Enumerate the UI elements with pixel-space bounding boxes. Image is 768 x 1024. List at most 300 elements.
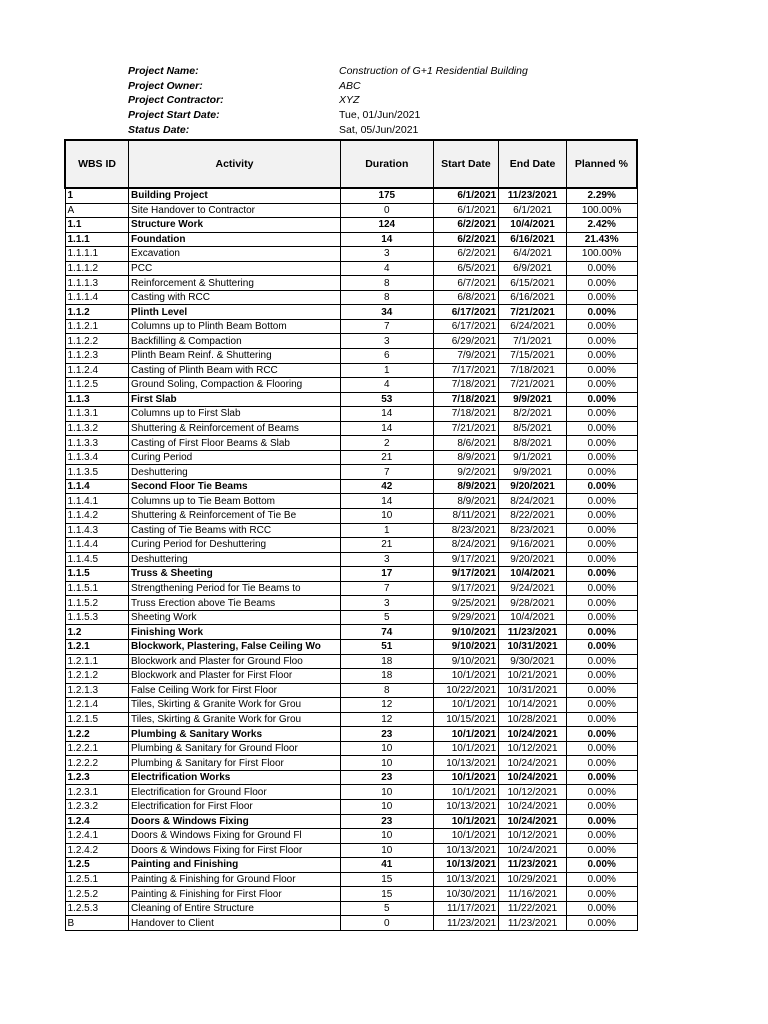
start-date-cell: 8/24/2021 — [433, 538, 499, 553]
duration-cell: 4 — [340, 378, 433, 393]
wbs-id-cell: 1.2.5.1 — [65, 872, 129, 887]
activity-cell: Blockwork and Plaster for First Floor — [129, 669, 341, 684]
start-date-cell: 8/23/2021 — [433, 523, 499, 538]
planned-pct-cell: 0.00% — [566, 727, 637, 742]
planned-pct-cell: 0.00% — [566, 785, 637, 800]
planned-pct-cell: 0.00% — [566, 741, 637, 756]
planned-pct-cell: 0.00% — [566, 479, 637, 494]
table-row — [65, 349, 637, 364]
start-date-cell: 9/17/2021 — [433, 567, 499, 582]
table-row — [65, 407, 637, 422]
wbs-id-cell: 1.1.2.1 — [65, 319, 129, 334]
table-row — [65, 334, 637, 349]
wbs-id-cell: 1.2.4.1 — [65, 829, 129, 844]
start-date-cell: 6/1/2021 — [433, 203, 499, 218]
activity-cell: Casting of First Floor Beams & Slab — [129, 436, 341, 451]
planned-pct-cell: 0.00% — [566, 872, 637, 887]
wbs-id-cell: A — [65, 203, 129, 218]
wbs-id-cell: 1.2 — [65, 625, 129, 640]
start-date-cell: 10/13/2021 — [433, 858, 499, 873]
duration-cell: 7 — [340, 581, 433, 596]
activity-cell: Structure Work — [129, 218, 341, 233]
wbs-id-cell: 1.2.3 — [65, 770, 129, 785]
end-date-cell: 11/16/2021 — [499, 887, 567, 902]
col-header-duration: Duration — [340, 140, 433, 188]
end-date-cell: 6/15/2021 — [499, 276, 567, 291]
wbs-id-cell: 1.1.5 — [65, 567, 129, 582]
end-date-cell: 6/16/2021 — [499, 290, 567, 305]
end-date-cell: 8/8/2021 — [499, 436, 567, 451]
activity-cell: First Slab — [129, 392, 341, 407]
project-contractor-label: Project Contractor: — [128, 94, 224, 107]
col-header-activity: Activity — [129, 140, 341, 188]
start-date-cell: 6/2/2021 — [433, 218, 499, 233]
project-start-date-row — [128, 108, 628, 123]
wbs-id-cell: 1.2.3.1 — [65, 785, 129, 800]
activity-cell: Columns up to Tie Beam Bottom — [129, 494, 341, 509]
end-date-cell: 9/9/2021 — [499, 392, 567, 407]
end-date-cell: 7/15/2021 — [499, 349, 567, 364]
project-name-row — [128, 64, 628, 79]
end-date-cell: 8/23/2021 — [499, 523, 567, 538]
wbs-id-cell: 1.1.4 — [65, 479, 129, 494]
start-date-cell: 9/29/2021 — [433, 610, 499, 625]
planned-pct-cell: 0.00% — [566, 858, 637, 873]
wbs-id-cell: 1.1.1.1 — [65, 247, 129, 262]
end-date-cell: 11/22/2021 — [499, 901, 567, 916]
end-date-cell: 10/24/2021 — [499, 727, 567, 742]
planned-pct-cell: 0.00% — [566, 305, 637, 320]
activity-cell: Sheeting Work — [129, 610, 341, 625]
planned-pct-cell: 0.00% — [566, 509, 637, 524]
start-date-cell: 7/9/2021 — [433, 349, 499, 364]
end-date-cell: 6/16/2021 — [499, 232, 567, 247]
planned-pct-cell: 0.00% — [566, 596, 637, 611]
start-date-cell: 6/1/2021 — [433, 188, 499, 203]
project-start-date-value: Tue, 01/Jun/2021 — [339, 109, 421, 122]
duration-cell: 10 — [340, 799, 433, 814]
end-date-cell: 10/31/2021 — [499, 639, 567, 654]
duration-cell: 10 — [340, 509, 433, 524]
wbs-id-cell: 1.1.3.2 — [65, 421, 129, 436]
start-date-cell: 10/1/2021 — [433, 727, 499, 742]
planned-pct-cell: 0.00% — [566, 887, 637, 902]
table-row — [65, 799, 637, 814]
duration-cell: 23 — [340, 770, 433, 785]
start-date-cell: 10/13/2021 — [433, 799, 499, 814]
wbs-id-cell: 1.2.1 — [65, 639, 129, 654]
duration-cell: 51 — [340, 639, 433, 654]
start-date-cell: 10/1/2021 — [433, 770, 499, 785]
activity-cell: Second Floor Tie Beams — [129, 479, 341, 494]
activity-cell: Curing Period — [129, 450, 341, 465]
wbs-id-cell: 1.1.4.3 — [65, 523, 129, 538]
duration-cell: 6 — [340, 349, 433, 364]
table-row — [65, 247, 637, 262]
table-row — [65, 232, 637, 247]
wbs-id-cell: 1.1.3.3 — [65, 436, 129, 451]
wbs-id-cell: 1.1.4.4 — [65, 538, 129, 553]
wbs-id-cell: 1.1.5.2 — [65, 596, 129, 611]
end-date-cell: 10/28/2021 — [499, 712, 567, 727]
end-date-cell: 8/24/2021 — [499, 494, 567, 509]
activity-cell: Cleaning of Entire Structure — [129, 901, 341, 916]
planned-pct-cell: 0.00% — [566, 683, 637, 698]
start-date-cell: 6/29/2021 — [433, 334, 499, 349]
duration-cell: 10 — [340, 829, 433, 844]
table-row — [65, 901, 637, 916]
activity-cell: Strengthening Period for Tie Beams to — [129, 581, 341, 596]
wbs-id-cell: 1.1.1 — [65, 232, 129, 247]
duration-cell: 1 — [340, 523, 433, 538]
table-row — [65, 567, 637, 582]
duration-cell: 10 — [340, 741, 433, 756]
wbs-id-cell: 1.1.2.3 — [65, 349, 129, 364]
table-row — [65, 290, 637, 305]
start-date-cell: 7/17/2021 — [433, 363, 499, 378]
end-date-cell: 10/12/2021 — [499, 785, 567, 800]
end-date-cell: 9/1/2021 — [499, 450, 567, 465]
end-date-cell: 11/23/2021 — [499, 858, 567, 873]
activity-cell: Handover to Client — [129, 916, 341, 931]
table-row — [65, 465, 637, 480]
activity-cell: Truss & Sheeting — [129, 567, 341, 582]
start-date-cell: 10/1/2021 — [433, 698, 499, 713]
table-row — [65, 305, 637, 320]
planned-pct-cell: 0.00% — [566, 639, 637, 654]
duration-cell: 14 — [340, 407, 433, 422]
end-date-cell: 7/21/2021 — [499, 378, 567, 393]
end-date-cell: 9/24/2021 — [499, 581, 567, 596]
wbs-id-cell: 1.1.4.5 — [65, 552, 129, 567]
activity-cell: Truss Erection above Tie Beams — [129, 596, 341, 611]
activity-cell: Painting & Finishing for Ground Floor — [129, 872, 341, 887]
wbs-id-cell: B — [65, 916, 129, 931]
duration-cell: 42 — [340, 479, 433, 494]
project-owner-label: Project Owner: — [128, 79, 203, 92]
activity-cell: Painting and Finishing — [129, 858, 341, 873]
table-row — [65, 363, 637, 378]
duration-cell: 15 — [340, 872, 433, 887]
project-name-value: Construction of G+1 Residential Building — [339, 65, 528, 77]
table-row — [65, 479, 637, 494]
table-row — [65, 683, 637, 698]
duration-cell: 14 — [340, 232, 433, 247]
activity-cell: Shuttering & Reinforcement of Beams — [129, 421, 341, 436]
wbs-id-cell: 1.2.5.3 — [65, 901, 129, 916]
table-row — [65, 654, 637, 669]
start-date-cell: 6/2/2021 — [433, 247, 499, 262]
activity-cell: Site Handover to Contractor — [129, 203, 341, 218]
duration-cell: 17 — [340, 567, 433, 582]
activity-cell: PCC — [129, 261, 341, 276]
wbs-id-cell: 1.1.2.2 — [65, 334, 129, 349]
end-date-cell: 10/24/2021 — [499, 770, 567, 785]
table-row — [65, 276, 637, 291]
project-owner-row — [128, 79, 628, 94]
start-date-cell: 10/30/2021 — [433, 887, 499, 902]
table-row — [65, 392, 637, 407]
duration-cell: 15 — [340, 887, 433, 902]
wbs-id-cell: 1.2.1.4 — [65, 698, 129, 713]
table-row — [65, 698, 637, 713]
end-date-cell: 8/22/2021 — [499, 509, 567, 524]
duration-cell: 0 — [340, 203, 433, 218]
end-date-cell: 10/12/2021 — [499, 829, 567, 844]
planned-pct-cell: 0.00% — [566, 319, 637, 334]
end-date-cell: 10/14/2021 — [499, 698, 567, 713]
start-date-cell: 7/18/2021 — [433, 378, 499, 393]
table-row — [65, 625, 637, 640]
wbs-id-cell: 1.2.3.2 — [65, 799, 129, 814]
start-date-cell: 10/22/2021 — [433, 683, 499, 698]
status-date-label: Status Date: — [128, 123, 190, 136]
duration-cell: 2 — [340, 436, 433, 451]
end-date-cell: 10/4/2021 — [499, 567, 567, 582]
start-date-cell: 7/21/2021 — [433, 421, 499, 436]
table-row — [65, 261, 637, 276]
planned-pct-cell: 0.00% — [566, 829, 637, 844]
table-row — [65, 509, 637, 524]
duration-cell: 23 — [340, 727, 433, 742]
start-date-cell: 9/17/2021 — [433, 552, 499, 567]
duration-cell: 53 — [340, 392, 433, 407]
duration-cell: 175 — [340, 188, 433, 203]
activity-cell: Building Project — [129, 188, 341, 203]
duration-cell: 18 — [340, 654, 433, 669]
header-row — [65, 140, 637, 188]
col-header-planned-pct: Planned % — [566, 140, 637, 188]
planned-pct-cell: 0.00% — [566, 814, 637, 829]
wbs-id-cell: 1.2.2 — [65, 727, 129, 742]
activity-cell: Blockwork and Plaster for Ground Floo — [129, 654, 341, 669]
planned-pct-cell: 0.00% — [566, 363, 637, 378]
wbs-id-cell: 1.1.5.1 — [65, 581, 129, 596]
planned-pct-cell: 0.00% — [566, 334, 637, 349]
duration-cell: 74 — [340, 625, 433, 640]
duration-cell: 3 — [340, 247, 433, 262]
planned-pct-cell: 0.00% — [566, 349, 637, 364]
start-date-cell: 6/7/2021 — [433, 276, 499, 291]
schedule-table — [64, 139, 638, 931]
table-row — [65, 727, 637, 742]
start-date-cell: 9/10/2021 — [433, 639, 499, 654]
end-date-cell: 9/20/2021 — [499, 552, 567, 567]
activity-cell: Casting of Plinth Beam with RCC — [129, 363, 341, 378]
planned-pct-cell: 0.00% — [566, 378, 637, 393]
start-date-cell: 10/1/2021 — [433, 814, 499, 829]
duration-cell: 124 — [340, 218, 433, 233]
activity-cell: Reinforcement & Shuttering — [129, 276, 341, 291]
table-row — [65, 494, 637, 509]
table-row — [65, 538, 637, 553]
end-date-cell: 10/24/2021 — [499, 756, 567, 771]
activity-cell: Plumbing & Sanitary for First Floor — [129, 756, 341, 771]
table-row — [65, 581, 637, 596]
end-date-cell: 7/21/2021 — [499, 305, 567, 320]
project-owner-value: ABC — [339, 79, 361, 92]
end-date-cell: 8/2/2021 — [499, 407, 567, 422]
planned-pct-cell: 0.00% — [566, 538, 637, 553]
activity-cell: Ground Soling, Compaction & Flooring — [129, 378, 341, 393]
start-date-cell: 10/1/2021 — [433, 741, 499, 756]
wbs-id-cell: 1.1.5.3 — [65, 610, 129, 625]
table-row — [65, 378, 637, 393]
planned-pct-cell: 0.00% — [566, 407, 637, 422]
wbs-id-cell: 1.1.4.1 — [65, 494, 129, 509]
duration-cell: 3 — [340, 596, 433, 611]
duration-cell: 10 — [340, 843, 433, 858]
table-body — [65, 188, 637, 930]
table-row — [65, 203, 637, 218]
start-date-cell: 6/17/2021 — [433, 319, 499, 334]
table-row — [65, 523, 637, 538]
start-date-cell: 10/13/2021 — [433, 756, 499, 771]
planned-pct-cell: 100.00% — [566, 247, 637, 262]
table-row — [65, 610, 637, 625]
planned-pct-cell: 0.00% — [566, 799, 637, 814]
planned-pct-cell: 0.00% — [566, 712, 637, 727]
planned-pct-cell: 0.00% — [566, 261, 637, 276]
wbs-id-cell: 1.1.1.2 — [65, 261, 129, 276]
col-header-start-date: Start Date — [433, 140, 499, 188]
project-start-date-label: Project Start Date: — [128, 109, 220, 122]
duration-cell: 18 — [340, 669, 433, 684]
planned-pct-cell: 0.00% — [566, 770, 637, 785]
duration-cell: 34 — [340, 305, 433, 320]
start-date-cell: 8/11/2021 — [433, 509, 499, 524]
planned-pct-cell: 0.00% — [566, 581, 637, 596]
wbs-id-cell: 1.2.1.3 — [65, 683, 129, 698]
planned-pct-cell: 100.00% — [566, 203, 637, 218]
wbs-id-cell: 1.1.2 — [65, 305, 129, 320]
planned-pct-cell: 0.00% — [566, 698, 637, 713]
start-date-cell: 10/1/2021 — [433, 785, 499, 800]
table-row — [65, 450, 637, 465]
planned-pct-cell: 0.00% — [566, 421, 637, 436]
activity-cell: Doors & Windows Fixing for Ground Fl — [129, 829, 341, 844]
duration-cell: 4 — [340, 261, 433, 276]
wbs-id-cell: 1.1.1.3 — [65, 276, 129, 291]
planned-pct-cell: 0.00% — [566, 392, 637, 407]
start-date-cell: 8/9/2021 — [433, 450, 499, 465]
table-row — [65, 858, 637, 873]
project-name-label: Project Name: — [128, 65, 199, 77]
planned-pct-cell: 0.00% — [566, 450, 637, 465]
wbs-id-cell: 1.2.4.2 — [65, 843, 129, 858]
planned-pct-cell: 0.00% — [566, 756, 637, 771]
activity-cell: Shuttering & Reinforcement of Tie Be — [129, 509, 341, 524]
wbs-id-cell: 1.1.3 — [65, 392, 129, 407]
planned-pct-cell: 0.00% — [566, 654, 637, 669]
start-date-cell: 9/25/2021 — [433, 596, 499, 611]
duration-cell: 23 — [340, 814, 433, 829]
duration-cell: 10 — [340, 756, 433, 771]
end-date-cell: 10/24/2021 — [499, 843, 567, 858]
duration-cell: 8 — [340, 683, 433, 698]
table-row — [65, 814, 637, 829]
wbs-id-cell: 1.2.5.2 — [65, 887, 129, 902]
duration-cell: 12 — [340, 712, 433, 727]
activity-cell: Curing Period for Deshuttering — [129, 538, 341, 553]
table-row — [65, 669, 637, 684]
table-row — [65, 712, 637, 727]
duration-cell: 7 — [340, 319, 433, 334]
start-date-cell: 7/18/2021 — [433, 392, 499, 407]
duration-cell: 14 — [340, 421, 433, 436]
table-row — [65, 843, 637, 858]
planned-pct-cell: 21.43% — [566, 232, 637, 247]
start-date-cell: 11/23/2021 — [433, 916, 499, 931]
end-date-cell: 6/9/2021 — [499, 261, 567, 276]
planned-pct-cell: 0.00% — [566, 290, 637, 305]
end-date-cell: 10/4/2021 — [499, 610, 567, 625]
duration-cell: 10 — [340, 785, 433, 800]
activity-cell: Plumbing & Sanitary Works — [129, 727, 341, 742]
wbs-id-cell: 1.1.3.1 — [65, 407, 129, 422]
table-row — [65, 741, 637, 756]
start-date-cell: 10/15/2021 — [433, 712, 499, 727]
activity-cell: Doors & Windows Fixing — [129, 814, 341, 829]
wbs-id-cell: 1.1.2.4 — [65, 363, 129, 378]
end-date-cell: 6/24/2021 — [499, 319, 567, 334]
end-date-cell: 10/24/2021 — [499, 799, 567, 814]
activity-cell: Columns up to First Slab — [129, 407, 341, 422]
wbs-id-cell: 1.2.1.5 — [65, 712, 129, 727]
duration-cell: 5 — [340, 610, 433, 625]
start-date-cell: 6/17/2021 — [433, 305, 499, 320]
start-date-cell: 8/6/2021 — [433, 436, 499, 451]
planned-pct-cell: 0.00% — [566, 494, 637, 509]
wbs-id-cell: 1.1.3.4 — [65, 450, 129, 465]
duration-cell: 7 — [340, 465, 433, 480]
end-date-cell: 10/29/2021 — [499, 872, 567, 887]
end-date-cell: 9/20/2021 — [499, 479, 567, 494]
wbs-id-cell: 1.2.2.2 — [65, 756, 129, 771]
planned-pct-cell: 0.00% — [566, 669, 637, 684]
activity-cell: Columns up to Plinth Beam Bottom — [129, 319, 341, 334]
table-row — [65, 218, 637, 233]
planned-pct-cell: 0.00% — [566, 465, 637, 480]
table-row — [65, 596, 637, 611]
end-date-cell: 9/30/2021 — [499, 654, 567, 669]
end-date-cell: 10/31/2021 — [499, 683, 567, 698]
table-row — [65, 421, 637, 436]
duration-cell: 3 — [340, 552, 433, 567]
end-date-cell: 10/12/2021 — [499, 741, 567, 756]
table-row — [65, 436, 637, 451]
start-date-cell: 10/13/2021 — [433, 843, 499, 858]
end-date-cell: 7/1/2021 — [499, 334, 567, 349]
activity-cell: Tiles, Skirting & Granite Work for Grou — [129, 712, 341, 727]
activity-cell: Foundation — [129, 232, 341, 247]
col-header-wbs-id: WBS ID — [65, 140, 129, 188]
activity-cell: False Ceiling Work for First Floor — [129, 683, 341, 698]
planned-pct-cell: 0.00% — [566, 916, 637, 931]
start-date-cell: 11/17/2021 — [433, 901, 499, 916]
end-date-cell: 10/4/2021 — [499, 218, 567, 233]
end-date-cell: 9/9/2021 — [499, 465, 567, 480]
table-row — [65, 916, 637, 931]
start-date-cell: 9/10/2021 — [433, 625, 499, 640]
activity-cell: Excavation — [129, 247, 341, 262]
table-row — [65, 552, 637, 567]
activity-cell: Casting of Tie Beams with RCC — [129, 523, 341, 538]
start-date-cell: 8/9/2021 — [433, 494, 499, 509]
activity-cell: Deshuttering — [129, 552, 341, 567]
activity-cell: Electrification Works — [129, 770, 341, 785]
duration-cell: 8 — [340, 290, 433, 305]
